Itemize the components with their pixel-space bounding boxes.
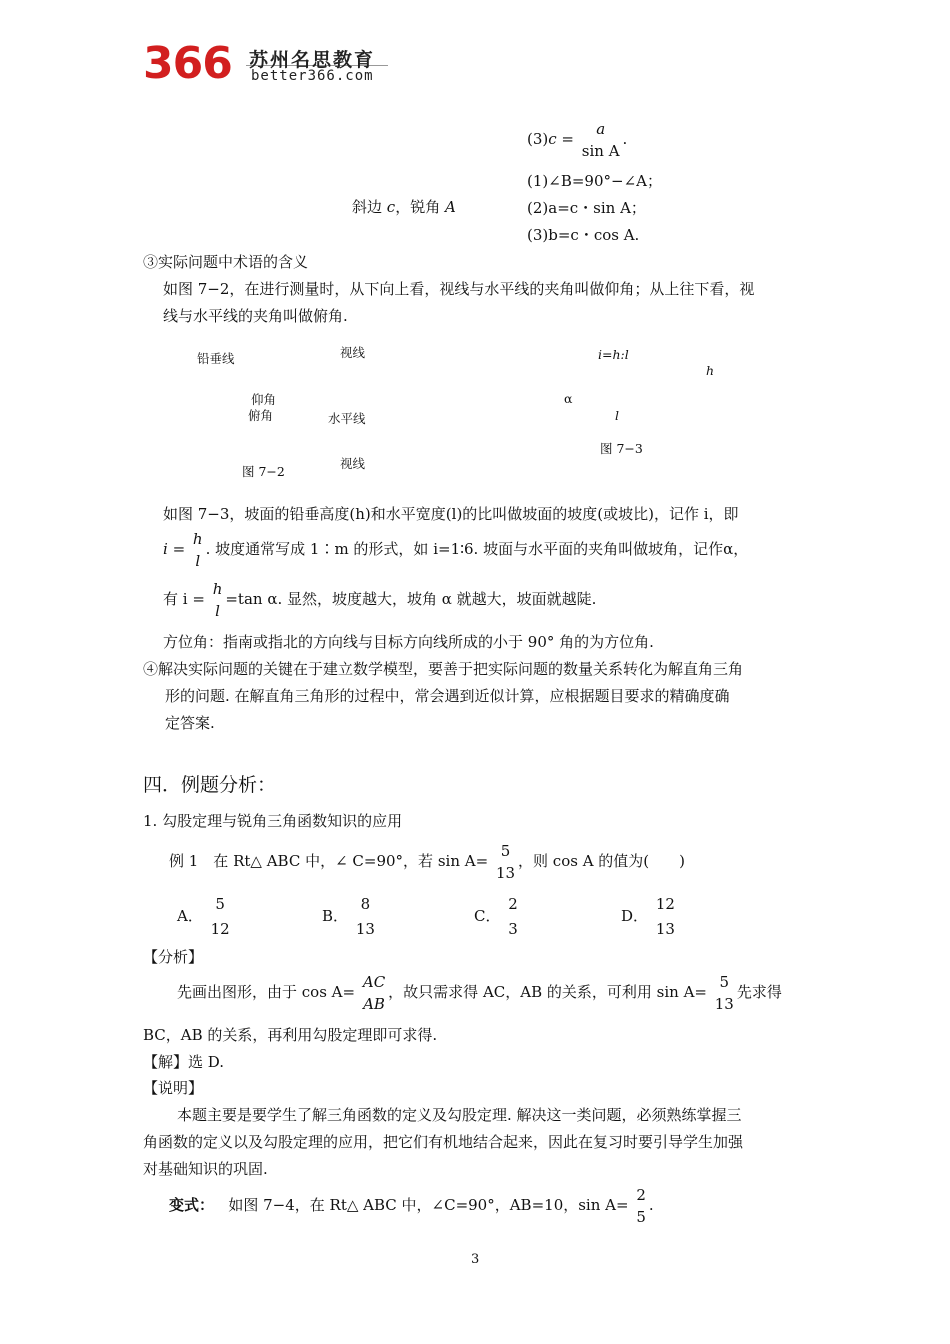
fig73-h: h — [706, 363, 715, 378]
example1-question — [169, 840, 685, 884]
fig72-horizontal: 水平线 — [328, 411, 366, 426]
analysis-frac2-num: 5 — [719, 973, 730, 991]
option-a-fraction — [211, 892, 230, 942]
option-d-den: 13 — [655, 920, 675, 938]
slope-fraction-2 — [213, 578, 223, 622]
example1-option-c[interactable] — [474, 892, 521, 942]
option-b-num: 8 — [360, 895, 371, 913]
analysis-line1-a: 先画出图形，由于 cos A= — [177, 983, 356, 1001]
left-label-sep: ，锐角 — [395, 198, 441, 216]
slope-line3-prefix: 有 i = — [163, 590, 205, 608]
page-number: 3 — [471, 1252, 480, 1267]
logo-url: better366.com — [251, 68, 374, 84]
logo — [143, 38, 388, 89]
option-b-fraction — [356, 892, 375, 942]
fig73-alpha: α — [564, 391, 573, 406]
analysis-frac1-den: AB — [363, 995, 385, 1013]
left-label-A: A — [445, 198, 456, 216]
option-c-fraction — [508, 892, 518, 942]
example1-num: 5 — [500, 842, 511, 860]
note-line3: 对基础知识的巩固. — [143, 1160, 268, 1178]
slope-fraction — [193, 528, 203, 572]
analysis-line2: BC，AB 的关系，再利用勾股定理即可求得. — [143, 1026, 438, 1044]
section3-para-line1: 如图 7−2，在进行测量时，从下向上看，视线与水平线的夹角叫做仰角；从上往下看，视 — [163, 280, 755, 298]
analysis-line1 — [177, 971, 782, 1015]
section3-heading: ③实际问题中术语的含义 — [143, 253, 309, 271]
variant-label: 变式： — [169, 1196, 215, 1214]
slope-line3 — [163, 578, 596, 622]
variant-fraction — [636, 1184, 646, 1228]
formula-line-3: (3)b=c・cos A. — [527, 226, 640, 244]
note-line1: 本题主要是要学生了解三角函数的定义及勾股定理. 解决这一类问题，必须熟练掌握三 — [177, 1106, 742, 1124]
fig72-plumb-line: 铅垂线 — [197, 351, 235, 366]
variant — [169, 1184, 654, 1228]
option-c-den: 3 — [508, 920, 518, 938]
formula-c — [527, 118, 627, 162]
example1-den: 13 — [495, 864, 516, 882]
left-label-text: 斜边 — [352, 198, 383, 216]
formula-c-dot: . — [622, 130, 628, 148]
analysis-frac1-num: AC — [362, 973, 386, 991]
option-a-label: A． — [177, 907, 203, 925]
formula-line-1: (1)∠B=90°−∠A； — [527, 172, 662, 190]
bearing-definition: 方位角：指南或指北的方向线与目标方向线所成的小于 90° 角的为方位角. — [163, 633, 654, 651]
option-c-label: C． — [474, 907, 501, 925]
fig72-depression: 俯角 — [248, 408, 274, 423]
formula-line-2: (2)a=c・sin A； — [527, 199, 646, 217]
fig72-sight-bottom: 视线 — [340, 456, 366, 471]
section4-heading: 四．例题分析： — [143, 774, 277, 796]
slope-line1: 如图 7−3，坡面的铅垂高度(h)和水平宽度(l)的比叫做坡面的坡度(或坡比)，记作 i，即 — [163, 505, 739, 523]
formula-left-label — [352, 196, 456, 217]
option-d-num: 12 — [655, 895, 675, 913]
option-d-fraction — [656, 892, 675, 942]
slope-frac2-den: l — [215, 602, 220, 620]
example1-suffix: ，则 cos A 的值为( ) — [518, 852, 686, 870]
key-point-line2: 形的问题. 在解直角三角形的过程中，常会遇到近似计算，应根据题目要求的精确度确 — [165, 687, 730, 705]
logo-number: 366 — [143, 38, 232, 89]
analysis-frac2-den: 13 — [714, 995, 734, 1013]
example1-option-a[interactable] — [177, 892, 233, 942]
example1-prefix: 例 1 在 Rt△ ABC 中，∠ C=90°，若 sin A= — [169, 852, 489, 870]
formula-c-den: sin A — [581, 142, 620, 160]
option-d-label: D． — [621, 907, 649, 925]
example1-option-d[interactable] — [621, 892, 678, 942]
slope-line3-rest: =tan α. 显然，坡度越大，坡角 α 就越大，坡面就越陡. — [225, 590, 597, 608]
option-b-label: B． — [322, 907, 349, 925]
analysis-line1-b: ，故只需求得 AC，AB 的关系，可利用 sin A= — [388, 983, 707, 1001]
solution: 【解】选 D. — [143, 1053, 225, 1071]
key-point-line1: ④解决实际问题的关键在于建立数学模型，要善于把实际问题的数量关系转化为解直角三角 — [143, 660, 744, 678]
slope-frac-den: l — [195, 552, 201, 570]
slope-i-eq: i = — [163, 540, 186, 558]
key-point-line3: 定答案. — [165, 714, 215, 732]
option-a-num: 5 — [215, 895, 225, 913]
slope-frac2-num: h — [212, 580, 223, 598]
fig72-elevation: 仰角 — [251, 392, 277, 407]
fig72-caption: 图 7−2 — [242, 464, 285, 479]
formula-c-fraction — [582, 118, 620, 162]
slope-line2 — [163, 528, 748, 572]
option-a-den: 12 — [210, 920, 230, 938]
left-label-c: c — [386, 198, 396, 216]
analysis-fraction-2 — [715, 971, 734, 1015]
option-c-num: 2 — [508, 895, 518, 913]
formula-c-prefix: (3) — [527, 130, 549, 148]
variant-end: . — [648, 1196, 654, 1214]
slope-frac-num: h — [192, 530, 203, 548]
slope-line2-rest: . 坡度通常写成 1∶m 的形式，如 i=1∶6. 坡面与水平面的夹角叫做坡角，记作α， — [205, 540, 749, 558]
analysis-line1-c: 先求得 — [736, 983, 782, 1001]
section3-para-line2: 线与水平线的夹角叫做俯角. — [163, 307, 348, 325]
formula-c-eq: = — [556, 130, 574, 148]
formula-c-num: a — [596, 120, 606, 138]
note-line2: 角函数的定义以及勾股定理的应用，把它们有机地结合起来，因此在复习时要引导学生加强 — [143, 1133, 744, 1151]
analysis-title: 【分析】 — [143, 948, 204, 966]
example1-option-b[interactable] — [322, 892, 378, 942]
formula-c-var: c — [548, 130, 557, 148]
fig73-caption: 图 7−3 — [600, 441, 643, 456]
fig72-sight-top: 视线 — [340, 345, 366, 360]
option-b-den: 13 — [355, 920, 375, 938]
fig73-ratio: i=h:l — [598, 347, 629, 362]
logo-name: 苏州名思教育 — [249, 49, 376, 71]
note-title: 【说明】 — [143, 1079, 204, 1097]
variant-num: 2 — [636, 1186, 646, 1204]
variant-den: 5 — [636, 1208, 646, 1226]
variant-text: 如图 7−4，在 Rt△ ABC 中，∠C=90°，AB=10，sin A= — [228, 1196, 629, 1214]
fig73-l: l — [615, 408, 619, 423]
section4-sub1: 1. 勾股定理与锐角三角函数知识的应用 — [143, 812, 403, 830]
analysis-fraction-1 — [363, 971, 385, 1015]
example1-fraction — [496, 840, 515, 884]
